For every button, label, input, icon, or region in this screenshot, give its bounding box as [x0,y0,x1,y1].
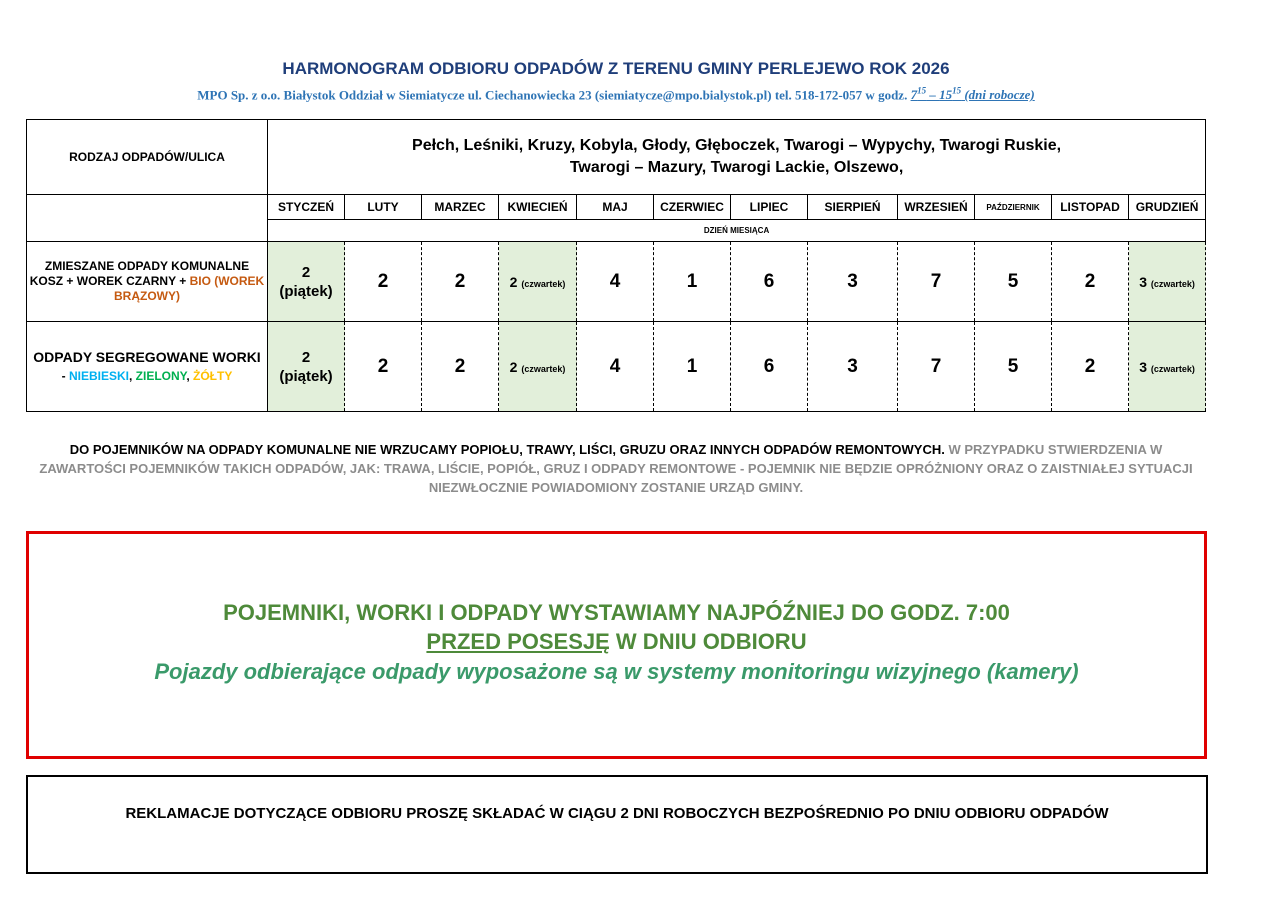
pickup-day-cell: 2 (piątek) [268,322,345,412]
streets-list [268,120,1206,195]
month-header: MARZEC [422,195,499,220]
yellow-bag-label: ŻÓŁTY [193,369,233,383]
notice-warning: W PRZYPADKU STWIERDZENIA W ZAWARTOŚCI POJEMNIKÓW TAKICH ODPADÓW, JAK: TRAWA, LIŚCIE, POPIÓŁ, GRUZ I ODPADY REMONTOWE - POJEMNIK NIE BĘDZIE OPRÓŻNIONY ORAZ O ZAISTNIAŁEJ SYTUACJI NIEZWŁOCZNIE POWIADOMIONY ZOSTANIE URZĄD GMINY. [39,442,1193,495]
office-hours: $7^{15} - 15^{15}$ (dni robocze) [910,86,1035,103]
month-header: WRZESIEŃ [898,195,975,220]
streets-line-2: Twarogi – Mazury, Twarogi Lackie, Olszewo, [569,159,904,176]
camera-monitoring-line: Pojazdy odbierające odpady wyposażone są w systemy monitoringu wizyjnego (kamery) [154,659,1079,684]
month-header: LIPIEC [731,195,808,220]
pickup-day-cell: 1 [654,242,731,322]
pickup-day-cell: 2 [345,242,422,322]
complaints-box [26,775,1208,874]
pickup-day-cell: 5 [975,242,1052,322]
blue-bag-label: NIEBIESKI [68,369,129,383]
month-header: STYCZEŃ [268,195,345,220]
collection-place-line: PRZED POSESJĘ W DNIU ODBIORU [426,629,807,654]
month-header: MAJ [577,195,654,220]
pickup-day-cell: 7 [898,242,975,322]
pickup-day-cell: 2 (piątek) [268,242,345,322]
company-info [0,86,1232,103]
pickup-day-cell: 2 [1052,322,1129,412]
streets-line-1: Pełch, Leśniki, Kruzy, Kobyla, Głody, Głęboczek, Twarogi – Wypychy, Twarogi Ruskie, [412,137,1062,154]
month-header: CZERWIEC [654,195,731,220]
pickup-day-cell: 2 [422,242,499,322]
collection-time-line: POJEMNIKI, WORKI I ODPADY WYSTAWIAMY NAJPÓŹNIEJ DO GODZ. 7:00 [223,600,1010,625]
month-header: SIERPIEŃ [808,195,898,220]
collection-time-box [26,531,1207,759]
month-header: GRUDZIEŃ [1129,195,1206,220]
company-line: MPO Sp. z o.o. Białystok Oddział w Siemiatycze ul. Ciechanowiecka 23 (siemiatycze@mpo.bialystok.pl) tel. 518-172-057 w godz. [197,87,908,103]
month-header: LISTOPAD [1052,195,1129,220]
month-header: LUTY [345,195,422,220]
pickup-day-cell: 2 (czwartek) [499,322,577,412]
pickup-day-cell: 2 [1052,242,1129,322]
pickup-day-cell: 4 [577,242,654,322]
pickup-day-cell: 2 (czwartek) [499,242,577,322]
day-of-month-label: DZIEŃ MIESIĄCA [268,220,1206,242]
page-title: HARMONOGRAM ODBIORU ODPADÓW Z TERENU GMINY PERLEJEWO ROK 2026 [282,59,950,78]
bio-label: BIO (WOREK BRĄZOWY) [114,274,265,303]
pickup-day-cell: 2 [422,322,499,412]
pickup-day-cell: 3 (czwartek) [1129,242,1206,322]
pickup-day-cell: 6 [731,242,808,322]
pickup-day-cell: 6 [731,322,808,412]
month-header: KWIECIEŃ [499,195,577,220]
schedule-table [26,119,1206,412]
row-label-segregated-waste: ODPADY SEGREGOWANE WORKI - NIEBIESKI, ZIELONY, ŻÓŁTY [27,322,268,412]
corner-label: RODZAJ ODPADÓW/ULICA [27,120,268,195]
pickup-day-cell: 3 [808,242,898,322]
empty-header-cell [27,195,268,242]
row-label-mixed-waste: ZMIESZANE ODPADY KOMUNALNE KOSZ + WOREK CZARNY + BIO (WOREK BRĄZOWY) [27,242,268,322]
waste-notice [30,440,1202,497]
pickup-day-cell: 4 [577,322,654,412]
pickup-day-cell: 1 [654,322,731,412]
pickup-day-cell: 2 [345,322,422,412]
complaints-text: REKLAMACJE DOTYCZĄCE ODBIORU PROSZĘ SKŁADAĆ W CIĄGU 2 DNI ROBOCZYCH BEZPOŚREDNIO PO DNIU ODBIORU ODPADÓW [125,805,1109,822]
pickup-day-cell: 3 (czwartek) [1129,322,1206,412]
green-bag-label: ZIELONY [135,369,187,383]
pickup-day-cell: 5 [975,322,1052,412]
pickup-day-cell: 3 [808,322,898,412]
pickup-day-cell: 7 [898,322,975,412]
notice-main: DO POJEMNIKÓW NA ODPADY KOMUNALNE NIE WRZUCAMY POPIOŁU, TRAWY, LIŚCI, GRUZU ORAZ INNYCH ODPADÓW REMONTOWYCH. [69,442,945,457]
month-header: PAŹDZIERNIK [975,195,1052,220]
